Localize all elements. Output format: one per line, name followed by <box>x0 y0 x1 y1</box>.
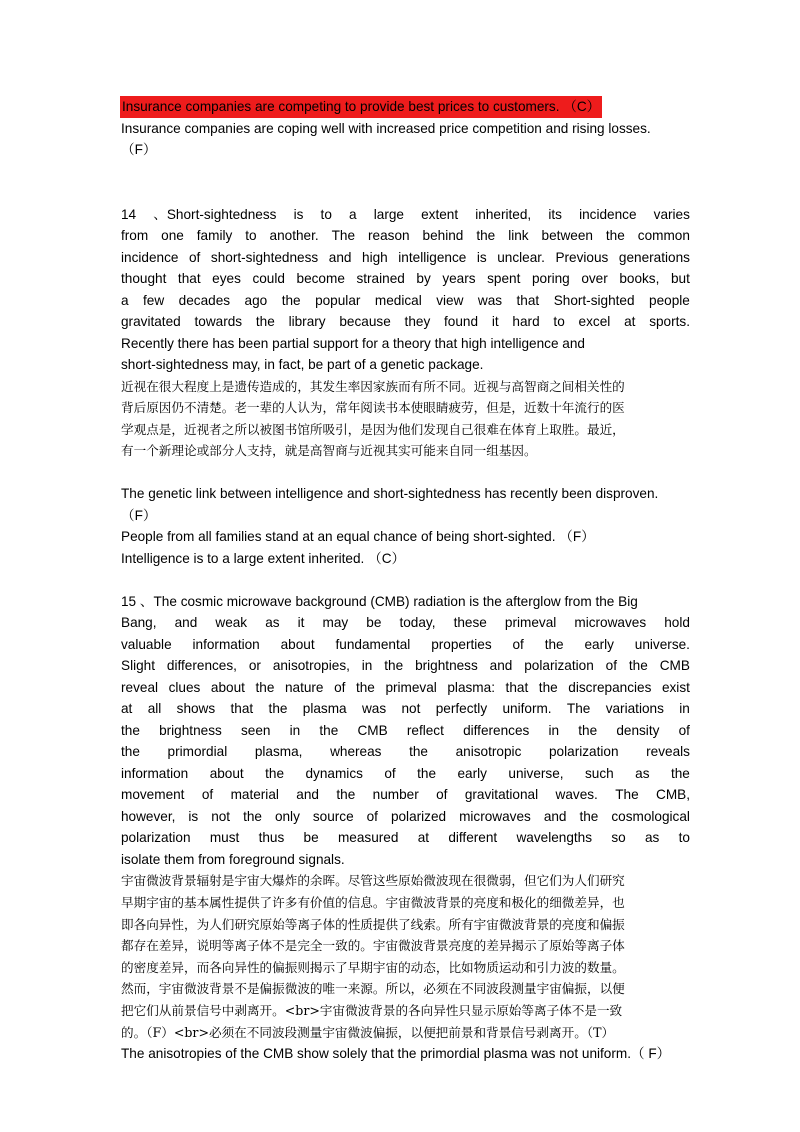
word: not <box>211 808 231 824</box>
word: popular <box>315 292 361 308</box>
word: one <box>161 228 184 243</box>
word: reveal <box>121 679 159 695</box>
word: these <box>453 615 487 631</box>
word: the <box>319 722 339 738</box>
word: behind <box>422 228 464 243</box>
word: of <box>201 787 214 803</box>
q14-en-line: Recently there has been partial support for a theory that high intelligence and <box>121 335 585 351</box>
word: they <box>404 314 431 329</box>
word: by <box>416 271 431 286</box>
word: only <box>274 808 300 824</box>
word: it <box>491 314 499 329</box>
q14-en-line <box>121 311 690 333</box>
word: exist <box>661 679 690 695</box>
word: inherited, <box>475 206 532 222</box>
word: must <box>209 830 240 846</box>
word: universe, <box>508 765 564 781</box>
q14-en-line <box>121 290 690 312</box>
word: eyes <box>212 271 241 286</box>
word: extent <box>421 206 459 222</box>
word: spent <box>487 271 521 286</box>
word: excel <box>578 314 611 329</box>
word: a <box>121 292 129 308</box>
q14-cn-line: 有一个新理论或部分人支持，就是高智商与近视其实可能来自同一组基因。 <box>121 443 537 459</box>
word: information <box>121 765 189 781</box>
word: perfectly <box>435 701 488 717</box>
word: to <box>245 228 257 243</box>
word: anisotropic <box>455 744 522 760</box>
word: hard <box>512 314 540 329</box>
word: decades <box>178 292 231 308</box>
word: the <box>605 228 625 243</box>
word: polarization <box>524 658 594 674</box>
word: view <box>436 292 464 308</box>
word: number <box>372 787 419 803</box>
word: wavelengths <box>516 830 593 846</box>
word: to <box>678 830 690 846</box>
q15-cn-line: 的密度差异，而各向异性的偏振则揭示了早期宇宙的动态，比如物质运动和引力波的数量。 <box>121 959 625 975</box>
word: of <box>189 249 201 265</box>
q15-passage-english <box>121 591 690 871</box>
word: information <box>192 636 260 652</box>
word: polarized <box>390 808 447 824</box>
word: thus <box>258 830 285 846</box>
word: hold <box>664 615 690 631</box>
word: early <box>584 636 614 652</box>
word: CMB <box>659 658 690 674</box>
q15-passage-chinese <box>121 870 690 1043</box>
word: incidence <box>121 249 179 265</box>
word: plasma, <box>254 744 303 760</box>
word: the <box>476 228 496 243</box>
word: gravitational <box>464 787 539 803</box>
word: that <box>505 679 529 695</box>
word: years <box>442 271 476 286</box>
word: the <box>121 744 140 760</box>
word: few <box>143 292 165 308</box>
q14-en-line <box>121 268 690 290</box>
word: strained <box>356 271 405 286</box>
q14-passage-chinese <box>121 376 690 462</box>
word: of <box>512 636 524 652</box>
word: the <box>538 679 558 695</box>
word: differences, <box>166 658 237 674</box>
word: the <box>384 658 404 674</box>
word: whereas <box>330 744 382 760</box>
word: over <box>581 271 608 286</box>
q14-passage-english <box>121 204 690 376</box>
word: of <box>366 808 378 824</box>
q15-en-line <box>121 784 690 806</box>
q15-cn-line: 把它们从前景信号中剥离开。<br>宇宙微波背景的各向异性只显示原始等离子体不是一致 <box>121 1002 623 1018</box>
word: at <box>121 701 133 717</box>
word: not <box>401 701 421 717</box>
word: the <box>544 636 564 652</box>
word: reveals <box>646 744 690 760</box>
word: nature <box>284 679 324 695</box>
word: reflect <box>406 722 444 738</box>
word: the <box>243 808 262 824</box>
word: Short-sighted <box>553 292 635 308</box>
word: it <box>297 615 305 631</box>
q14-en-line <box>121 204 690 226</box>
q15-en-line <box>121 763 690 785</box>
word: short-sightedness <box>210 249 319 265</box>
word: movement <box>121 787 185 803</box>
word: ago <box>244 292 268 308</box>
word: the <box>579 808 599 824</box>
word: large <box>373 206 404 222</box>
word: the <box>578 722 598 738</box>
word: in <box>679 701 690 717</box>
word: common <box>637 228 690 243</box>
word: the <box>336 787 356 803</box>
q15-en-line <box>121 677 690 699</box>
word: plasma <box>302 701 347 717</box>
word: uniform. <box>502 701 552 717</box>
word: primeval <box>385 679 437 695</box>
word: is <box>188 808 199 824</box>
word: found <box>444 314 479 329</box>
word: CMB <box>357 722 388 738</box>
q15-en-line <box>121 720 690 742</box>
word: the <box>409 744 428 760</box>
word: and <box>174 615 198 631</box>
word: be <box>366 615 382 631</box>
word: the <box>265 765 285 781</box>
word: towards <box>194 314 243 329</box>
word: intelligence <box>398 249 467 265</box>
word: be <box>303 830 319 846</box>
word: from <box>121 228 149 243</box>
word: and <box>489 658 513 674</box>
word: the <box>628 658 648 674</box>
word: varies <box>653 206 690 222</box>
word: become <box>296 271 345 286</box>
word: people <box>649 292 690 308</box>
word: shows <box>176 701 216 717</box>
word: Slight <box>121 658 156 674</box>
word: at <box>417 830 430 846</box>
q13-option-2: Insurance companies are coping well with increased price competition and rising losses. <box>121 120 651 136</box>
word: sports. <box>649 314 690 329</box>
word: polarization <box>121 830 191 846</box>
word: that <box>516 292 540 308</box>
word: microwaves <box>459 808 531 824</box>
q15-cn-line: 都存在差异，说明等离子体不是完全一致的。宇宙微波背景亮度的差异揭示了原始等离子体 <box>121 938 625 954</box>
word: thought <box>121 271 167 286</box>
word: may <box>322 615 349 631</box>
word: and <box>296 787 319 803</box>
word: between <box>541 228 593 243</box>
q15-en-line <box>121 741 690 763</box>
q14-cn-line: 背后原因仍不清楚。老一辈的人认为，常年阅读书本使眼睛疲劳，但是，近数十年流行的医 <box>121 400 625 416</box>
word: variations <box>605 701 664 717</box>
q14-statement-1: The genetic link between intelligence and short-sightedness has recently been disproven. <box>121 486 659 502</box>
word: the <box>355 679 375 695</box>
word: anisotropies, <box>272 658 350 674</box>
word: density <box>616 722 660 738</box>
q15-cn-line: 的。（F）<br>必须在不同波段测量宇宙微波偏振，以便把前景和背景信号剥离开。（T） <box>121 1024 615 1040</box>
word: about <box>209 765 244 781</box>
word: of <box>334 679 346 695</box>
word: weak <box>215 615 248 631</box>
word: polarization <box>549 744 619 760</box>
word: to <box>553 314 565 329</box>
word: incidence <box>579 206 637 222</box>
word: but <box>670 271 690 286</box>
word: the <box>121 722 140 738</box>
word: material <box>230 787 279 803</box>
word: is <box>293 206 304 222</box>
word: as <box>644 830 660 846</box>
word: brightness <box>415 658 478 674</box>
word: 、Short-sightedness <box>153 206 277 222</box>
word: the <box>268 701 288 717</box>
word: about <box>280 636 315 652</box>
word: generations <box>618 249 690 265</box>
word: to <box>320 206 332 222</box>
word: reason <box>368 228 410 243</box>
word: was <box>361 701 387 717</box>
word: or <box>248 658 261 674</box>
word: 14 <box>121 206 137 222</box>
word: primeval <box>504 615 557 631</box>
q14-cn-line: 学观点是，近视者之所以被图书馆所吸引，是因为他们发现自己很难在体育上取胜。最近， <box>121 421 625 437</box>
q15-en-line <box>121 698 690 720</box>
q15-statement-1: The anisotropies of the CMB show solely that the primordial plasma was not uniform.（ F） <box>121 1046 671 1062</box>
word: and <box>328 249 352 265</box>
word: could <box>252 271 285 286</box>
word: source <box>312 808 354 824</box>
word: because <box>339 314 391 329</box>
q13-option-2-verdict: （F） <box>121 142 157 157</box>
word: measured <box>337 830 399 846</box>
word: gravitated <box>121 314 181 329</box>
q15-en-line: isolate them from foreground signals. <box>121 851 345 867</box>
word: at <box>624 314 636 329</box>
q15-en-line <box>121 612 690 634</box>
word: another. <box>269 228 319 243</box>
word: that <box>230 701 254 717</box>
word: its <box>548 206 562 222</box>
word: so <box>611 830 626 846</box>
word: poring <box>531 271 570 286</box>
word: link <box>508 228 529 243</box>
word: cosmological <box>611 808 690 824</box>
word: today, <box>399 615 436 631</box>
q15-cn-line: 宇宙微波背景辐射是宇宙大爆炸的余晖。尽管这些原始微波现在很微弱，但它们为人们研究 <box>121 873 625 889</box>
word: such <box>585 765 614 781</box>
q15-en-line <box>121 806 690 828</box>
q15-en-line <box>121 634 690 656</box>
word: of <box>678 722 690 738</box>
highlighted-answer: Insurance companies are competing to provide best prices to customers. （C） <box>120 96 602 118</box>
word: as <box>265 615 280 631</box>
word: primordial <box>167 744 228 760</box>
word: universe. <box>634 636 690 652</box>
word: seen <box>240 722 271 738</box>
word: family <box>196 228 233 243</box>
q15-en-line: 15 、The cosmic microwave background (CMB) radiation is the afterglow from the Big <box>121 593 638 609</box>
word: The <box>615 787 639 803</box>
word: all <box>147 701 162 717</box>
q15-en-line <box>121 827 690 849</box>
word: was <box>477 292 503 308</box>
q14-cn-line: 近视在很大程度上是遗传造成的，其发生率因家族而有所不同。近视与高智商之间相关性的 <box>121 378 625 394</box>
q15-cn-line: 然而，宇宙微波背景不是偏振微波的唯一来源。所以，必须在不同波段测量宇宙偏振，以便 <box>121 981 625 997</box>
q14-en-line <box>121 225 690 247</box>
word: a <box>349 206 357 222</box>
word: microwaves <box>574 615 647 631</box>
word: properties <box>431 636 492 652</box>
word: Previous <box>555 249 609 265</box>
q14-statement-2: People from all families stand at an equal chance of being short-sighted. （F） <box>121 529 595 545</box>
word: the <box>417 765 437 781</box>
word: is <box>476 249 487 265</box>
q15-cn-line: 即各向异性，为人们研究原始等离子体的性质提供了线索。所有宇宙微波背景的亮度和偏振 <box>121 916 625 932</box>
word: medical <box>374 292 422 308</box>
word: as <box>635 765 650 781</box>
word: waves. <box>555 787 598 803</box>
word: The <box>566 701 591 717</box>
word: unclear. <box>497 249 545 265</box>
word: of <box>436 787 448 803</box>
q15-en-line <box>121 655 690 677</box>
q13-option-1 <box>121 96 690 118</box>
word: that <box>177 271 201 286</box>
word: valuable <box>121 636 172 652</box>
word: Bang, <box>121 615 157 631</box>
word: books, <box>619 271 660 286</box>
word: differences <box>463 722 530 738</box>
word: plasma: <box>447 679 495 695</box>
word: The <box>331 228 356 243</box>
word: clues <box>168 679 201 695</box>
word: different <box>448 830 498 846</box>
word: however, <box>121 808 176 824</box>
word: the <box>281 292 301 308</box>
q14-statement-3: Intelligence is to a large extent inherited. （C） <box>121 550 406 566</box>
word: the <box>255 314 275 329</box>
word: dynamics <box>305 765 363 781</box>
word: brightness <box>159 722 222 738</box>
word: of <box>605 658 618 674</box>
word: the <box>255 679 275 695</box>
q15-cn-line: 早期宇宙的基本属性提供了许多有价值的信息。宇宙微波背景的亮度和极化的细微差异，也 <box>121 894 625 910</box>
word: in <box>548 722 560 738</box>
word: in <box>361 658 373 674</box>
word: CMB, <box>656 787 690 803</box>
word: fundamental <box>335 636 411 652</box>
word: high <box>362 249 388 265</box>
q14-statement-1-verdict: （F） <box>121 507 157 523</box>
word: discrepancies <box>568 679 652 695</box>
word: and <box>543 808 567 824</box>
q14-en-line <box>121 247 690 269</box>
q14-en-line: short-sightedness may, in fact, be part of a genetic package. <box>121 357 484 372</box>
word: early <box>457 765 487 781</box>
word: library <box>288 314 326 329</box>
word: of <box>384 765 396 781</box>
word: in <box>289 722 301 738</box>
word: about <box>210 679 245 695</box>
word: the <box>670 765 690 781</box>
